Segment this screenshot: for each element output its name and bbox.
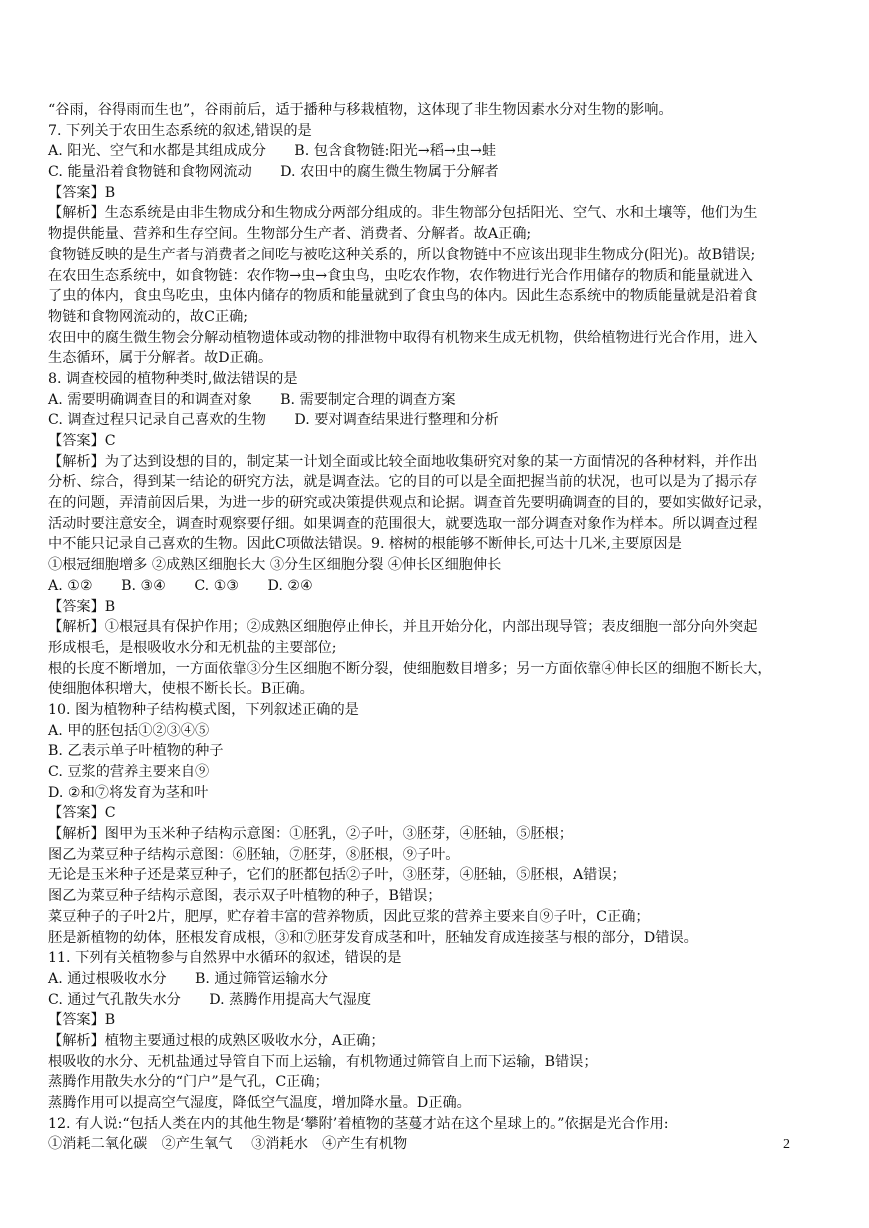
text-line: A. 甲的胚包括①②③④⑤ <box>48 722 210 739</box>
text-line: B. 乙表示单子叶植物的种子 <box>48 743 224 760</box>
page-number: 2 <box>783 1137 790 1152</box>
document-body <box>48 100 838 1155</box>
text-line: 活动时要注意安全，调查时观察要仔细。如果调查的范围很大，就要选取一部分调查对象作为样本。所以调查过程 <box>48 515 758 532</box>
text-line: C. 能量沿着食物链和食物网流动 D. 农田中的腐生微生物属于分解者 <box>48 164 499 181</box>
text-line: A. ①② B. ③④ C. ①③ D. ②④ <box>48 577 313 594</box>
text-line: 蒸腾作用散失水分的“门户”是气孔，C正确； <box>48 1074 329 1091</box>
text-line: C. 调查过程只记录自己喜欢的生物 D. 要对调查结果进行整理和分析 <box>48 412 499 429</box>
text-line: C. 通过气孔散失水分 D. 蒸腾作用提高大气湿度 <box>48 991 372 1008</box>
text-line: 【答案】B <box>48 184 116 201</box>
text-line: 8. 调查校园的植物种类时,做法错误的是 <box>48 370 298 387</box>
text-line: “谷雨，谷得雨而生也”，谷雨前后，适于播种与移栽植物，这体现了非生物因素水分对生物的影响。 <box>48 102 673 118</box>
text-line: 蒸腾作用可以提高空气湿度，降低空气温度，增加降水量。D正确。 <box>48 1095 471 1111</box>
text-line: D. ②和⑦将发育为茎和叶 <box>48 784 209 801</box>
text-line: 使细胞体积增大，使根不断长长。B正确。 <box>48 681 314 698</box>
text-line: 根的长度不断增加，一方面依靠③分生区细胞不断分裂，使细胞数目增多；另一方面依靠④伸长区的细胞不断长大， <box>48 660 772 677</box>
text-line: 【答案】C <box>48 805 116 822</box>
text-line: 11. 下列有关植物参与自然界中水循环的叙述，错误的是 <box>48 950 402 967</box>
text-line: 在农田生态系统中，如食物链：农作物→虫→食虫鸟，虫吃农作物，农作物进行光合作用储存的物质和能量就进入 <box>48 267 753 284</box>
text-line: 【解析】植物主要通过根的成熟区吸收水分，A正确； <box>48 1032 385 1049</box>
text-line: 了虫的体内，食虫鸟吃虫，虫体内储存的物质和能量就到了食虫鸟的体内。因此生态系统中的物质能量就是沿着食 <box>48 288 758 305</box>
text-line: 生态循环，属于分解者。故D正确。 <box>48 350 273 367</box>
text-line: 10. 图为植物种子结构模式图，下列叙述正确的是 <box>48 701 359 718</box>
text-line: A. 阳光、空气和水都是其组成成分 B. 包含食物链:阳光→稻→虫→蛙 <box>48 143 497 160</box>
text-line: 物提供能量、营养和生存空间。生物部分生产者、消费者、分解者。故A正确; <box>48 226 532 243</box>
text-line: 图乙为菜豆种子结构示意图，表示双子叶植物的种子，B错误； <box>48 888 442 905</box>
text-line: 分析、综合，得到某一结论的研究方法，就是调查法。它的目的可以是全面把握当前的状况，也可以是为了揭示存 <box>48 474 758 491</box>
text-line: ①根冠细胞增多 ②成熟区细胞长大 ③分生区细胞分裂 ④伸长区细胞伸长 <box>48 557 502 574</box>
text-line: 菜豆种子的子叶2片，肥厚，贮存着丰富的营养物质，因此豆浆的营养主要来自⑨子叶，C正确； <box>48 908 650 925</box>
text-line: 7. 下列关于农田生态系统的叙述,错误的是 <box>48 122 312 139</box>
text-line: 12. 有人说:“包括人类在内的其他生物是‘攀附’着植物的茎蔓才站在这个星球上的。”依据是光合作用: <box>48 1115 669 1132</box>
text-line: 【答案】B <box>48 1012 116 1029</box>
text-line: 农田中的腐生微生物会分解动植物遗体或动物的排泄物中取得有机物来生成无机物，供给植物进行光合作用，进入 <box>48 329 758 346</box>
text-line: 【解析】为了达到设想的目的，制定某一计划全面或比较全面地收集研究对象的某一方面情况的各种材料，并作出 <box>48 453 758 470</box>
text-line: 形成根毛，是根吸收水分和无机盐的主要部位; <box>48 639 337 656</box>
text-line: 食物链反映的是生产者与消费者之间吃与被吃这种关系的，所以食物链中不应该出现非生物成分(阳光)。故B错误; <box>48 246 756 263</box>
text-line: 无论是玉米种子还是菜豆种子，它们的胚都包括②子叶，③胚芽，④胚轴，⑤胚根，A错误； <box>48 867 626 884</box>
text-line: 根吸收的水分、无机盐通过导管自下而上运输，有机物通过筛管自上而下运输，B错误； <box>48 1053 598 1070</box>
text-line: 【答案】C <box>48 433 116 449</box>
text-line: A. 需要明确调查目的和调查对象 B. 需要制定合理的调查方案 <box>48 391 456 408</box>
text-line: 【解析】图甲为玉米种子结构示意图：①胚乳，②子叶，③胚芽，④胚轴，⑤胚根； <box>48 826 573 843</box>
text-line: 胚是新植物的幼体，胚根发育成根，③和⑦胚芽发育成茎和叶，胚轴发育成连接茎与根的部分，D错误。 <box>48 929 698 946</box>
text-line: C. 豆浆的营养主要来自⑨ <box>48 764 210 780</box>
text-line: 【解析】①根冠具有保护作用；②成熟区细胞停止伸长，并且开始分化，内部出现导管；表皮细胞一部分向外突起 <box>48 619 758 636</box>
text-line: 中不能只记录自己喜欢的生物。因此C项做法错误。9. 榕树的根能够不断伸长,可达十几米,主要原因是 <box>48 536 682 553</box>
text-line: ①消耗二氧化碳 ②产生氧气 ③消耗水 ④产生有机物 <box>48 1136 408 1153</box>
text-line: 图乙为菜豆种子结构示意图：⑥胚轴，⑦胚芽，⑧胚根，⑨子叶。 <box>48 846 460 863</box>
text-line: 在的问题，弄清前因后果，为进一步的研究或决策提供观点和论据。调查首先要明确调查的目的，要如实做好记录， <box>48 495 772 512</box>
text-line: A. 通过根吸收水分 B. 通过筛管运输水分 <box>48 970 328 987</box>
text-line: 【答案】B <box>48 598 116 615</box>
text-line: 物链和食物网流动的，故C正确; <box>48 308 249 325</box>
text-line: 【解析】生态系统是由非生物成分和生物成分两部分组成的。非生物部分包括阳光、空气、水和土壤等，他们为生 <box>48 205 758 222</box>
